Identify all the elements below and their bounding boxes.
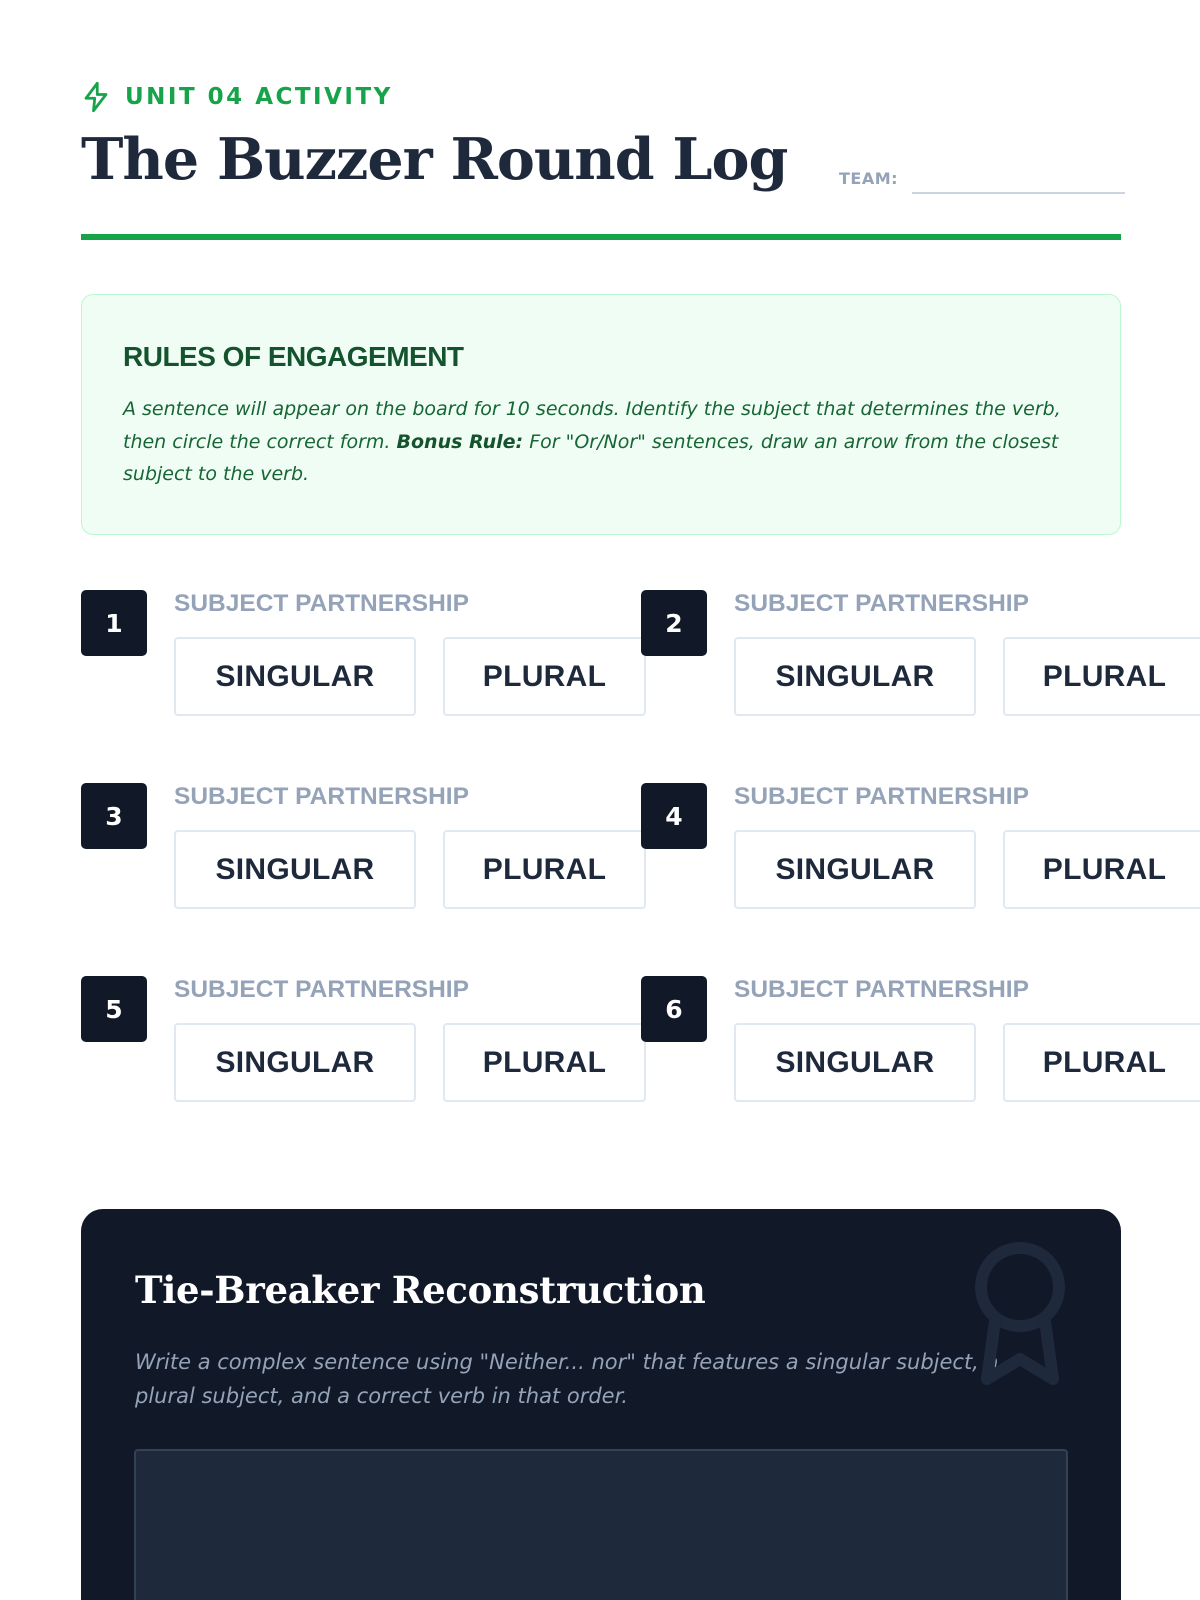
question-label: SUBJECT PARTNERSHIP <box>174 783 469 810</box>
team-label: TEAM: <box>839 169 899 188</box>
plural-option[interactable]: PLURAL <box>443 830 646 909</box>
award-ribbon-icon <box>965 1239 1075 1389</box>
question-number: 6 <box>641 976 707 1042</box>
question-number: 5 <box>81 976 147 1042</box>
tie-breaker-title: Tie-Breaker Reconstruction <box>135 1268 706 1312</box>
team-input-line[interactable] <box>912 166 1125 194</box>
bonus-rule-label: Bonus Rule: <box>396 430 524 453</box>
question-number: 2 <box>641 590 707 656</box>
singular-option[interactable]: SINGULAR <box>734 1023 976 1102</box>
tie-breaker-instructions: Write a complex sentence using "Neither... nor" that features a singular subject, a plural subject, and a correct verb in that order. <box>135 1350 999 1408</box>
question-label: SUBJECT PARTNERSHIP <box>734 976 1029 1003</box>
plural-option[interactable]: PLURAL <box>1003 1023 1200 1102</box>
header-divider <box>81 234 1121 240</box>
singular-option[interactable]: SINGULAR <box>174 637 416 716</box>
question-1 <box>81 590 641 720</box>
plural-option[interactable]: PLURAL <box>1003 637 1200 716</box>
tie-breaker-panel <box>81 1209 1121 1600</box>
team-field <box>839 166 1125 194</box>
plural-option[interactable]: PLURAL <box>1003 830 1200 909</box>
rules-text <box>123 393 1079 491</box>
rules-box <box>81 294 1121 535</box>
question-label: SUBJECT PARTNERSHIP <box>174 590 469 617</box>
plural-option[interactable]: PLURAL <box>443 637 646 716</box>
rules-main-text: A sentence will appear on the board for 10 seconds. Identify the subject that determines the verb, then circle the correct form. <box>123 398 1061 453</box>
question-4 <box>641 783 1200 913</box>
unit-label: UNIT 04 ACTIVITY <box>125 84 393 110</box>
lightning-bolt-icon <box>81 80 111 114</box>
question-6 <box>641 976 1200 1106</box>
tie-breaker-answer-box[interactable] <box>134 1449 1068 1600</box>
singular-option[interactable]: SINGULAR <box>174 830 416 909</box>
question-3 <box>81 783 641 913</box>
singular-option[interactable]: SINGULAR <box>734 830 976 909</box>
question-label: SUBJECT PARTNERSHIP <box>734 783 1029 810</box>
question-2 <box>641 590 1200 720</box>
question-label: SUBJECT PARTNERSHIP <box>734 590 1029 617</box>
question-label: SUBJECT PARTNERSHIP <box>174 976 469 1003</box>
page-title: The Buzzer Round Log <box>81 126 788 193</box>
rules-title: RULES OF ENGAGEMENT <box>123 341 464 372</box>
plural-option[interactable]: PLURAL <box>443 1023 646 1102</box>
question-number: 1 <box>81 590 147 656</box>
singular-option[interactable]: SINGULAR <box>734 637 976 716</box>
unit-tag <box>81 80 393 114</box>
question-number: 4 <box>641 783 707 849</box>
question-5 <box>81 976 641 1106</box>
question-number: 3 <box>81 783 147 849</box>
bonus-rule-text: For "Or/Nor" sentences, draw an arrow from the closest subject to the verb. <box>123 430 1059 485</box>
singular-option[interactable]: SINGULAR <box>174 1023 416 1102</box>
